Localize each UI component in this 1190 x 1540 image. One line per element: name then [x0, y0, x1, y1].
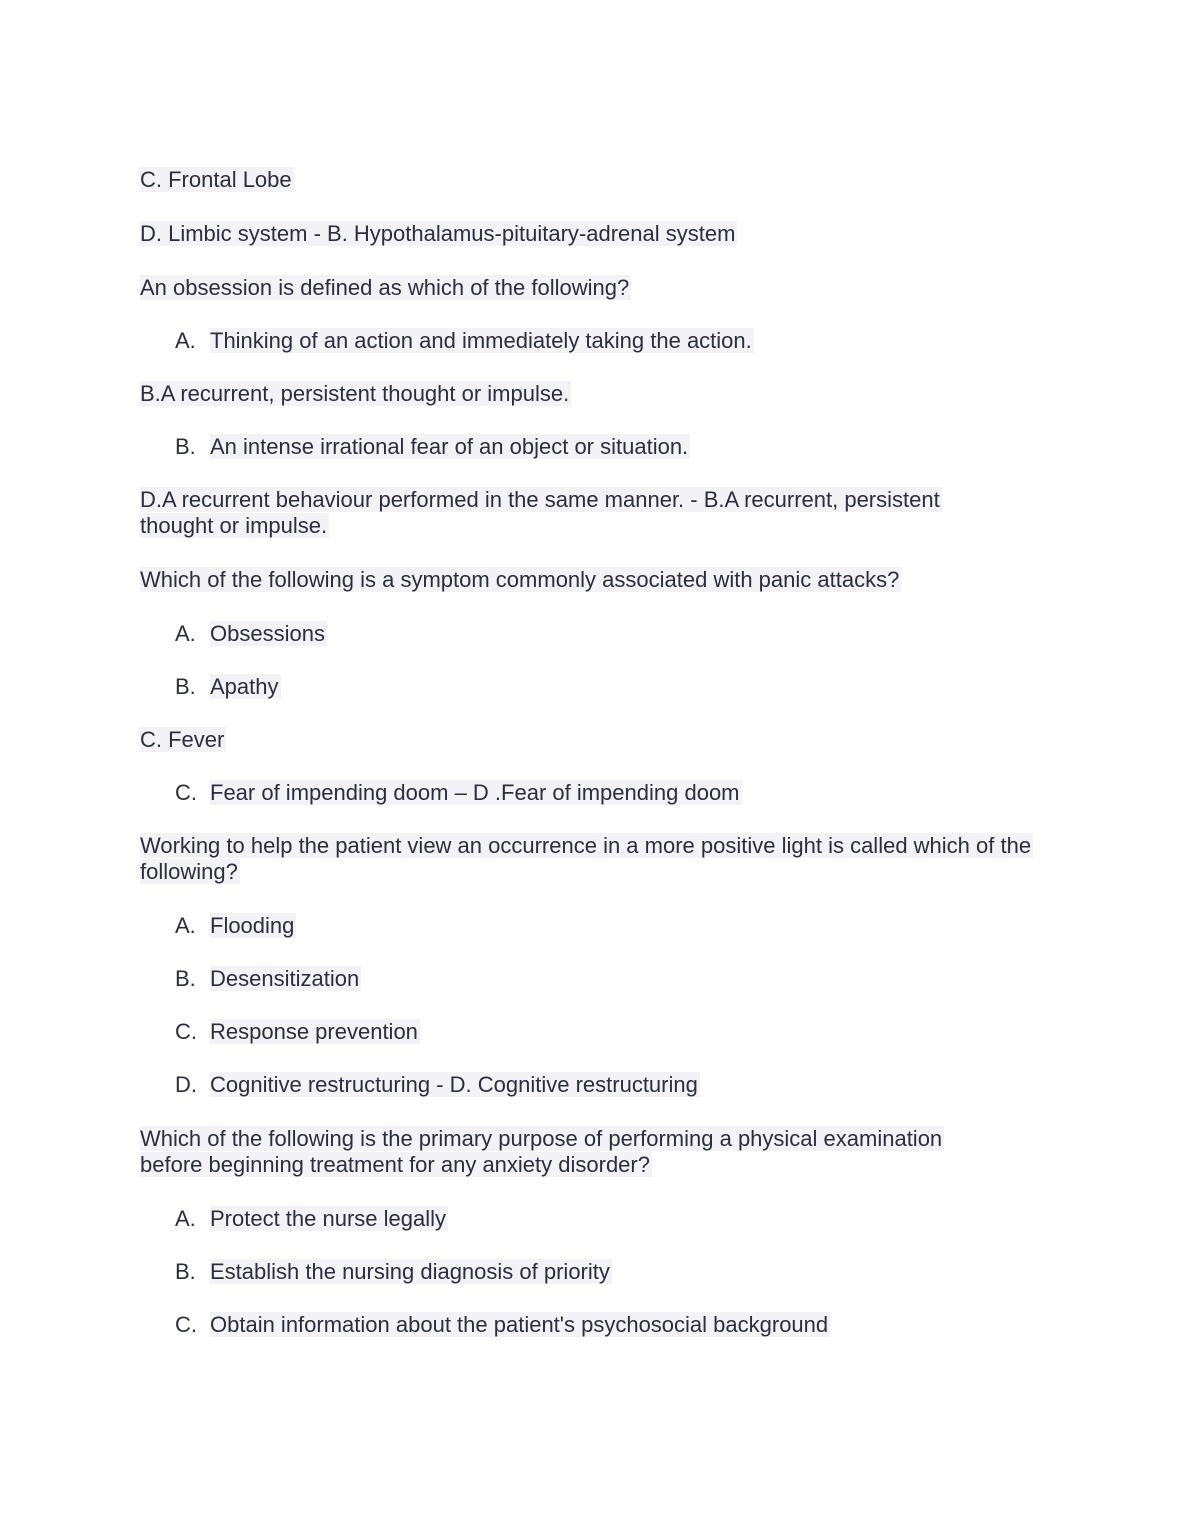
option-text: An intense irrational fear of an object or situation. [210, 434, 689, 459]
option-text: Response prevention [210, 1019, 418, 1044]
question-text: Which of the following is the primary purpose of performing a physical examination before beginning treatment for any anxiety disorder? [140, 1126, 943, 1177]
option-text: Obtain information about the patient's psychosocial background [210, 1312, 829, 1337]
option-text: Protect the nurse legally [210, 1206, 447, 1231]
option-text: Fear of impending doom – D .Fear of impending doom [210, 780, 740, 805]
option-text: Establish the nursing diagnosis of priority [210, 1259, 610, 1284]
option-letter: D. [175, 1072, 197, 1097]
option-letter: B. [175, 1259, 196, 1284]
option [175, 1206, 448, 1232]
option-letter: B. [175, 674, 196, 699]
answer-line [140, 487, 1010, 539]
option-text: Apathy [210, 674, 279, 699]
option [175, 780, 742, 806]
line-text: C. Fever [140, 727, 225, 752]
text-line [140, 381, 571, 407]
question-text: An obsession is defined as which of the following? [140, 275, 630, 300]
option [175, 913, 296, 939]
option-letter: B. [175, 434, 196, 459]
option-text: Thinking of an action and immediately taking the action. [210, 328, 752, 353]
option-text: Obsessions [210, 621, 325, 646]
question [140, 275, 631, 301]
question [140, 1126, 1010, 1178]
option-letter: A. [175, 1206, 196, 1231]
option [175, 674, 281, 700]
option [175, 1019, 420, 1045]
option-text: Flooding [210, 913, 295, 938]
option-letter: A. [175, 621, 196, 646]
line-text: D.A recurrent behaviour performed in the same manner. - B.A recurrent, persistent thought or impulse. [140, 487, 940, 538]
option [175, 1259, 612, 1285]
text-line [140, 167, 294, 193]
option [175, 328, 754, 354]
question [140, 833, 1060, 885]
text-line [140, 727, 226, 753]
option [175, 1312, 830, 1338]
question-text: Which of the following is a symptom commonly associated with panic attacks? [140, 567, 900, 592]
line-text: C. Frontal Lobe [140, 167, 292, 192]
option-letter: C. [175, 1312, 197, 1337]
option-letter: B. [175, 966, 196, 991]
line-text: D. Limbic system - B. Hypothalamus-pituitary-adrenal system [140, 221, 736, 246]
question-text: Working to help the patient view an occurrence in a more positive light is called which of the following? [140, 833, 1032, 884]
option-letter: A. [175, 328, 196, 353]
option-text: Cognitive restructuring - D. Cognitive restructuring [210, 1072, 698, 1097]
question [140, 567, 901, 593]
option-letter: C. [175, 780, 197, 805]
answer-line [140, 221, 737, 247]
option [175, 434, 690, 460]
option-letter: A. [175, 913, 196, 938]
line-text: B.A recurrent, persistent thought or impulse. [140, 381, 570, 406]
option-text: Desensitization [210, 966, 360, 991]
option-letter: C. [175, 1019, 197, 1044]
option [175, 621, 327, 647]
option [175, 966, 361, 992]
option [175, 1072, 700, 1098]
